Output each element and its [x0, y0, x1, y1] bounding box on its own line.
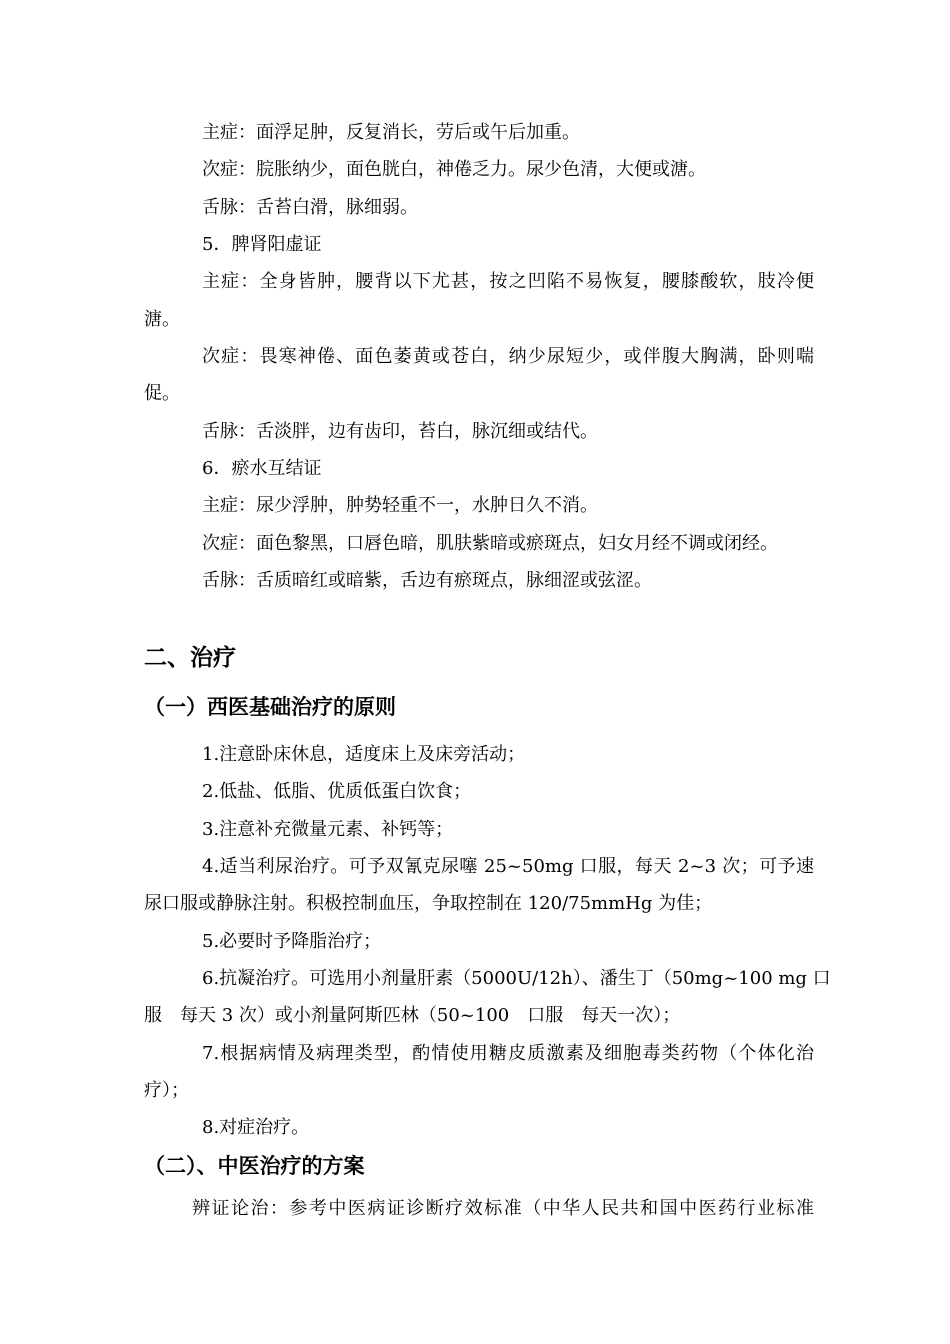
paragraph-tcm-intro: 辨证论治：参考中医病证诊断疗效标准（中华人民共和国中医药行业标准 — [192, 1198, 814, 1219]
treatment-item-8: 8.对症治疗。 — [202, 1117, 310, 1138]
paragraph-s6-main: 主症：尿少浮肿，肿势轻重不一，水肿日久不消。 — [202, 495, 598, 516]
treatment-item-1: 1.注意卧床休息，适度床上及床旁活动； — [202, 744, 526, 765]
paragraph-s5-tongue: 舌脉：舌淡胖，边有齿印，苔白，脉沉细或结代。 — [202, 421, 598, 442]
treatment-item-3: 3.注意补充微量元素、补钙等； — [202, 819, 454, 840]
paragraph-s5-main-line2: 溏。 — [144, 309, 180, 330]
treatment-item-7-line1: 7.根据病情及病理类型，酌情使用糖皮质激素及细胞毒类药物（个体化治 — [202, 1043, 814, 1064]
treatment-item-6-line2: 服 每天 3 次）或小剂量阿斯匹林（50~100 口服 每天一次）； — [144, 1005, 681, 1026]
treatment-item-7-line2: 疗）； — [144, 1080, 189, 1101]
paragraph-spleen-qi-tongue: 舌脉：舌苔白滑，脉细弱。 — [202, 197, 418, 218]
treatment-item-4-line1: 4.适当利尿治疗。可予双氰克尿噻 25~50mg 口服，每天 2~3 次；可予速 — [202, 856, 814, 877]
treatment-item-5: 5.必要时予降脂治疗； — [202, 931, 382, 952]
treatment-item-6-line1: 6.抗凝治疗。可选用小剂量肝素（5000U/12h）、潘生丁（50mg~100 mg 口 — [202, 968, 831, 989]
syndrome-5-title: 5．脾肾阳虚证 — [202, 234, 322, 255]
syndrome-6-title: 6．瘀水互结证 — [202, 458, 322, 479]
treatment-item-2: 2.低盐、低脂、优质低蛋白饮食； — [202, 781, 472, 802]
subsection-heading-tcm: （二）、中医治疗的方案 — [144, 1154, 365, 1178]
subsection-heading-western: （一）西医基础治疗的原则 — [144, 695, 396, 719]
paragraph-s5-secondary-line2: 促。 — [144, 383, 180, 404]
paragraph-s5-main-line1: 主症：全身皆肿，腰背以下尤甚，按之凹陷不易恢复，腰膝酸软，肢冷便 — [202, 271, 814, 292]
paragraph-s6-secondary: 次症：面色黎黑，口唇色暗，肌肤紫暗或瘀斑点，妇女月经不调或闭经。 — [202, 533, 778, 554]
paragraph-s6-tongue: 舌脉：舌质暗红或暗紫，舌边有瘀斑点，脉细涩或弦涩。 — [202, 570, 652, 591]
paragraph-s5-secondary-line1: 次症：畏寒神倦、面色萎黄或苍白，纳少尿短少，或伴腹大胸满，卧则喘 — [202, 346, 814, 367]
paragraph-spleen-qi-main: 主症：面浮足肿，反复消长，劳后或午后加重。 — [202, 122, 580, 143]
section-heading-treatment: 二、治疗 — [144, 645, 236, 671]
treatment-item-4-line2: 尿口服或静脉注射。积极控制血压，争取控制在 120/75mmHg 为佳； — [144, 893, 713, 914]
paragraph-spleen-qi-secondary: 次症：脘胀纳少，面色胱白，神倦乏力。尿少色清，大便或溏。 — [202, 159, 706, 180]
